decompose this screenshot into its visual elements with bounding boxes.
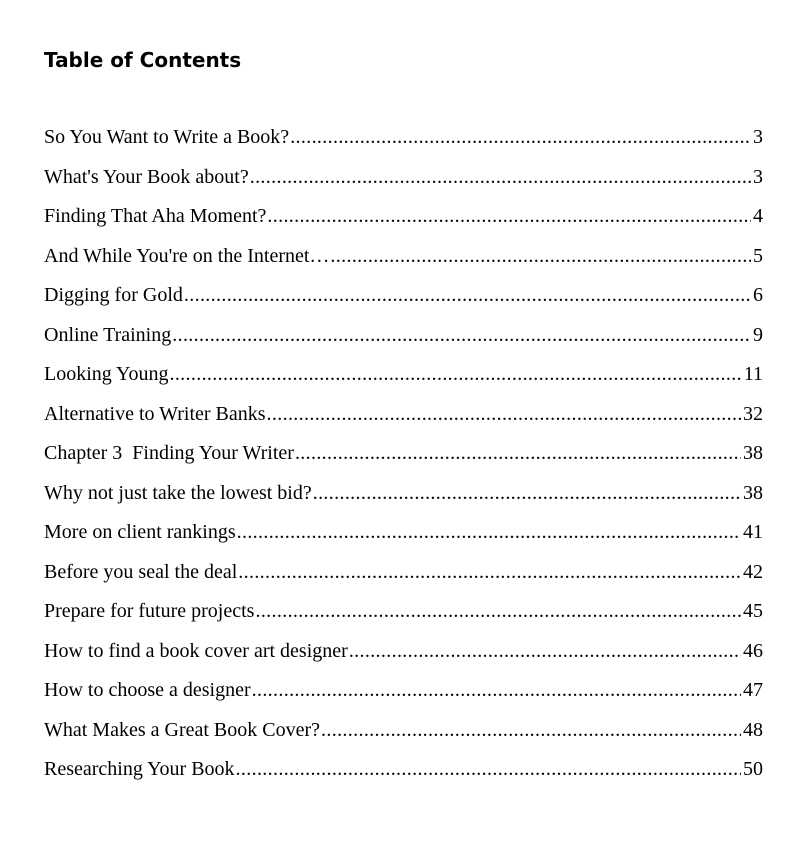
toc-entry-page-number: 38 (743, 481, 763, 504)
toc-entry-title: Looking Young (44, 363, 169, 385)
dot-leader (172, 320, 751, 350)
dot-leader (313, 478, 741, 508)
toc-entry[interactable] (44, 636, 763, 676)
toc-entry[interactable] (44, 715, 763, 755)
toc-entry[interactable] (44, 359, 763, 399)
toc-entry-page-number: 42 (743, 560, 763, 583)
toc-entry-title: How to choose a designer (44, 679, 251, 701)
toc-entry[interactable] (44, 162, 763, 202)
toc-entry-title: Researching Your Book (44, 758, 235, 780)
toc-entry-page-number: 11 (743, 363, 763, 385)
toc-entry[interactable] (44, 557, 763, 597)
toc-entry-title: What Makes a Great Book Cover? (44, 718, 321, 741)
dot-leader (330, 241, 751, 271)
toc-entry-page-number: 5 (753, 244, 763, 267)
dot-leader (237, 517, 741, 547)
dot-leader (321, 715, 741, 745)
toc-entry-page-number: 3 (753, 126, 763, 148)
toc-entry[interactable] (44, 399, 763, 439)
toc-entry-title: Prepare for future projects (44, 600, 255, 622)
toc-list (44, 122, 763, 794)
toc-entry-page-number: 4 (753, 205, 763, 227)
dot-leader (238, 557, 741, 587)
toc-entry-page-number: 38 (743, 442, 763, 464)
toc-entry-title: And While You're on the Internet… (44, 244, 330, 267)
dot-leader (169, 359, 741, 389)
dot-leader (236, 754, 741, 784)
toc-entry-page-number: 41 (743, 521, 763, 543)
toc-entry-title: Chapter 3 Finding Your Writer (44, 442, 294, 464)
toc-entry[interactable] (44, 517, 763, 557)
toc-entry[interactable] (44, 675, 763, 715)
toc-entry-page-number: 46 (743, 639, 763, 662)
toc-entry[interactable] (44, 122, 763, 162)
toc-entry-page-number: 3 (753, 165, 763, 188)
toc-heading: Table of Contents (44, 48, 242, 72)
toc-entry-page-number: 6 (753, 284, 763, 306)
toc-entry[interactable] (44, 596, 763, 636)
toc-entry-page-number: 9 (753, 323, 763, 346)
toc-entry[interactable] (44, 201, 763, 241)
toc-entry[interactable] (44, 320, 763, 360)
dot-leader (349, 636, 741, 666)
toc-entry[interactable] (44, 478, 763, 518)
toc-entry-title: Why not just take the lowest bid? (44, 481, 312, 504)
toc-entry-page-number: 50 (743, 758, 763, 780)
toc-entry-title: More on client rankings (44, 521, 236, 543)
toc-entry-title: Before you seal the deal (44, 560, 238, 583)
dot-leader (267, 399, 741, 429)
toc-entry-title: Alternative to Writer Banks (44, 402, 266, 425)
dot-leader (267, 201, 751, 231)
toc-entry-title: So You Want to Write a Book? (44, 126, 290, 148)
toc-entry[interactable] (44, 280, 763, 320)
toc-entry-title: Online Training (44, 323, 172, 346)
dot-leader (290, 122, 751, 152)
toc-entry-title: What's Your Book about? (44, 165, 249, 188)
toc-entry-page-number: 48 (743, 718, 763, 741)
dot-leader (295, 438, 741, 468)
toc-entry-page-number: 47 (743, 679, 763, 701)
dot-leader (250, 162, 751, 192)
toc-entry-page-number: 32 (743, 402, 763, 425)
toc-entry[interactable] (44, 754, 763, 794)
toc-entry-title: Digging for Gold (44, 284, 183, 306)
toc-entry[interactable] (44, 438, 763, 478)
toc-entry-page-number: 45 (743, 600, 763, 622)
dot-leader (184, 280, 751, 310)
toc-entry-title: Finding That Aha Moment? (44, 205, 267, 227)
toc-entry-title: How to find a book cover art designer (44, 639, 348, 662)
dot-leader (252, 675, 741, 705)
dot-leader (255, 596, 741, 626)
toc-entry[interactable] (44, 241, 763, 281)
